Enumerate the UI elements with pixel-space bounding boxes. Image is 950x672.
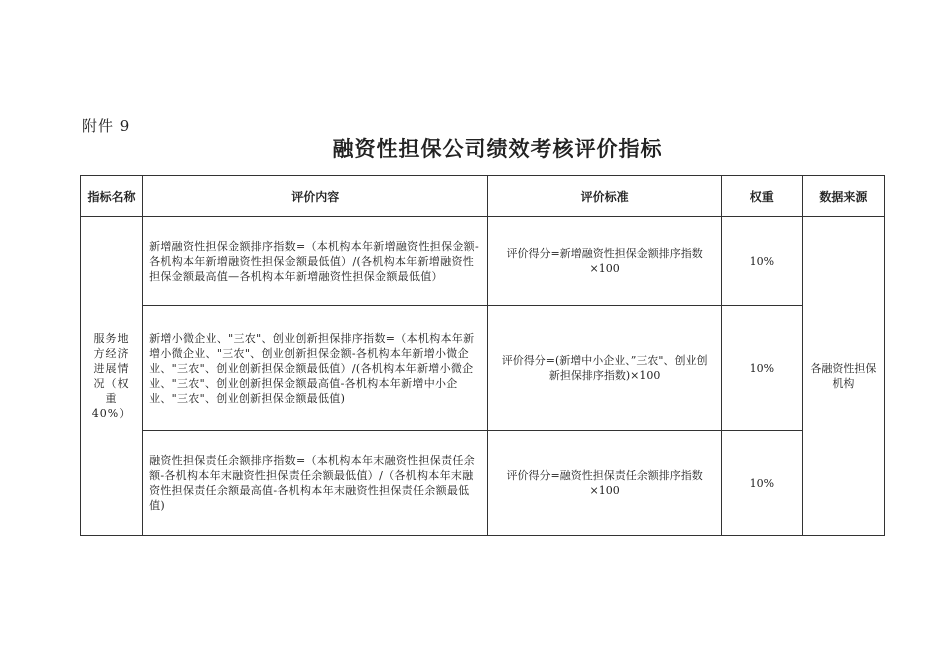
table-row [81, 306, 885, 431]
content-cell: 新增融资性担保金额排序指数=（本机构本年新增融资性担保金额-各机构本年新增融资性担保金额最低值）/(各机构本年新增融资性担保金额最高值—各机构本年新增融资性担保金额最低值） [143, 217, 488, 306]
standard-cell: 评价得分=融资性担保责任余额排序指数×100 [488, 431, 721, 536]
table-row [81, 217, 885, 306]
indicator-table [80, 175, 885, 536]
attachment-label: 附件 9 [82, 117, 131, 135]
header-data-source: 数据来源 [802, 176, 884, 217]
table-row [81, 431, 885, 536]
table-header-row [81, 176, 885, 217]
content-cell: 新增小微企业、"三农"、创业创新担保排序指数=（本机构本年新增小微企业、"三农"、创业创新担保金额-各机构本年新增小微企业、"三农"、创业创新担保金额最低值）/(各机构本年新增小微企业、"三农"、创业创新担保金额最高值-各机构本年新增中小企业、"三农"、创业创新担保金额最低值) [143, 306, 488, 431]
standard-cell: 评价得分=(新增中小企业、”三农"、创业创新担保排序指数)×100 [488, 306, 721, 431]
indicator-name-cell: 服务地方经济进展情况（权重40%） [81, 217, 143, 536]
weight-cell: 10% [721, 306, 802, 431]
header-indicator-name: 指标名称 [81, 176, 143, 217]
header-weight: 权重 [721, 176, 802, 217]
header-evaluation-standard: 评价标准 [488, 176, 721, 217]
weight-cell: 10% [721, 217, 802, 306]
data-source-cell: 各融资性担保机构 [802, 217, 884, 536]
standard-cell: 评价得分=新增融资性担保金额排序指数×100 [488, 217, 721, 306]
header-evaluation-content: 评价内容 [143, 176, 488, 217]
document-title: 融资性担保公司绩效考核评价指标 [332, 136, 663, 161]
weight-cell: 10% [721, 431, 802, 536]
content-cell: 融资性担保责任余额排序指数=（本机构本年末融资性担保责任余额-各机构本年末融资性担保责任余额最低值）/（各机构本年末融资性担保责任余额最高值-各机构本年末融资性担保责任余额最低值) [143, 431, 488, 536]
